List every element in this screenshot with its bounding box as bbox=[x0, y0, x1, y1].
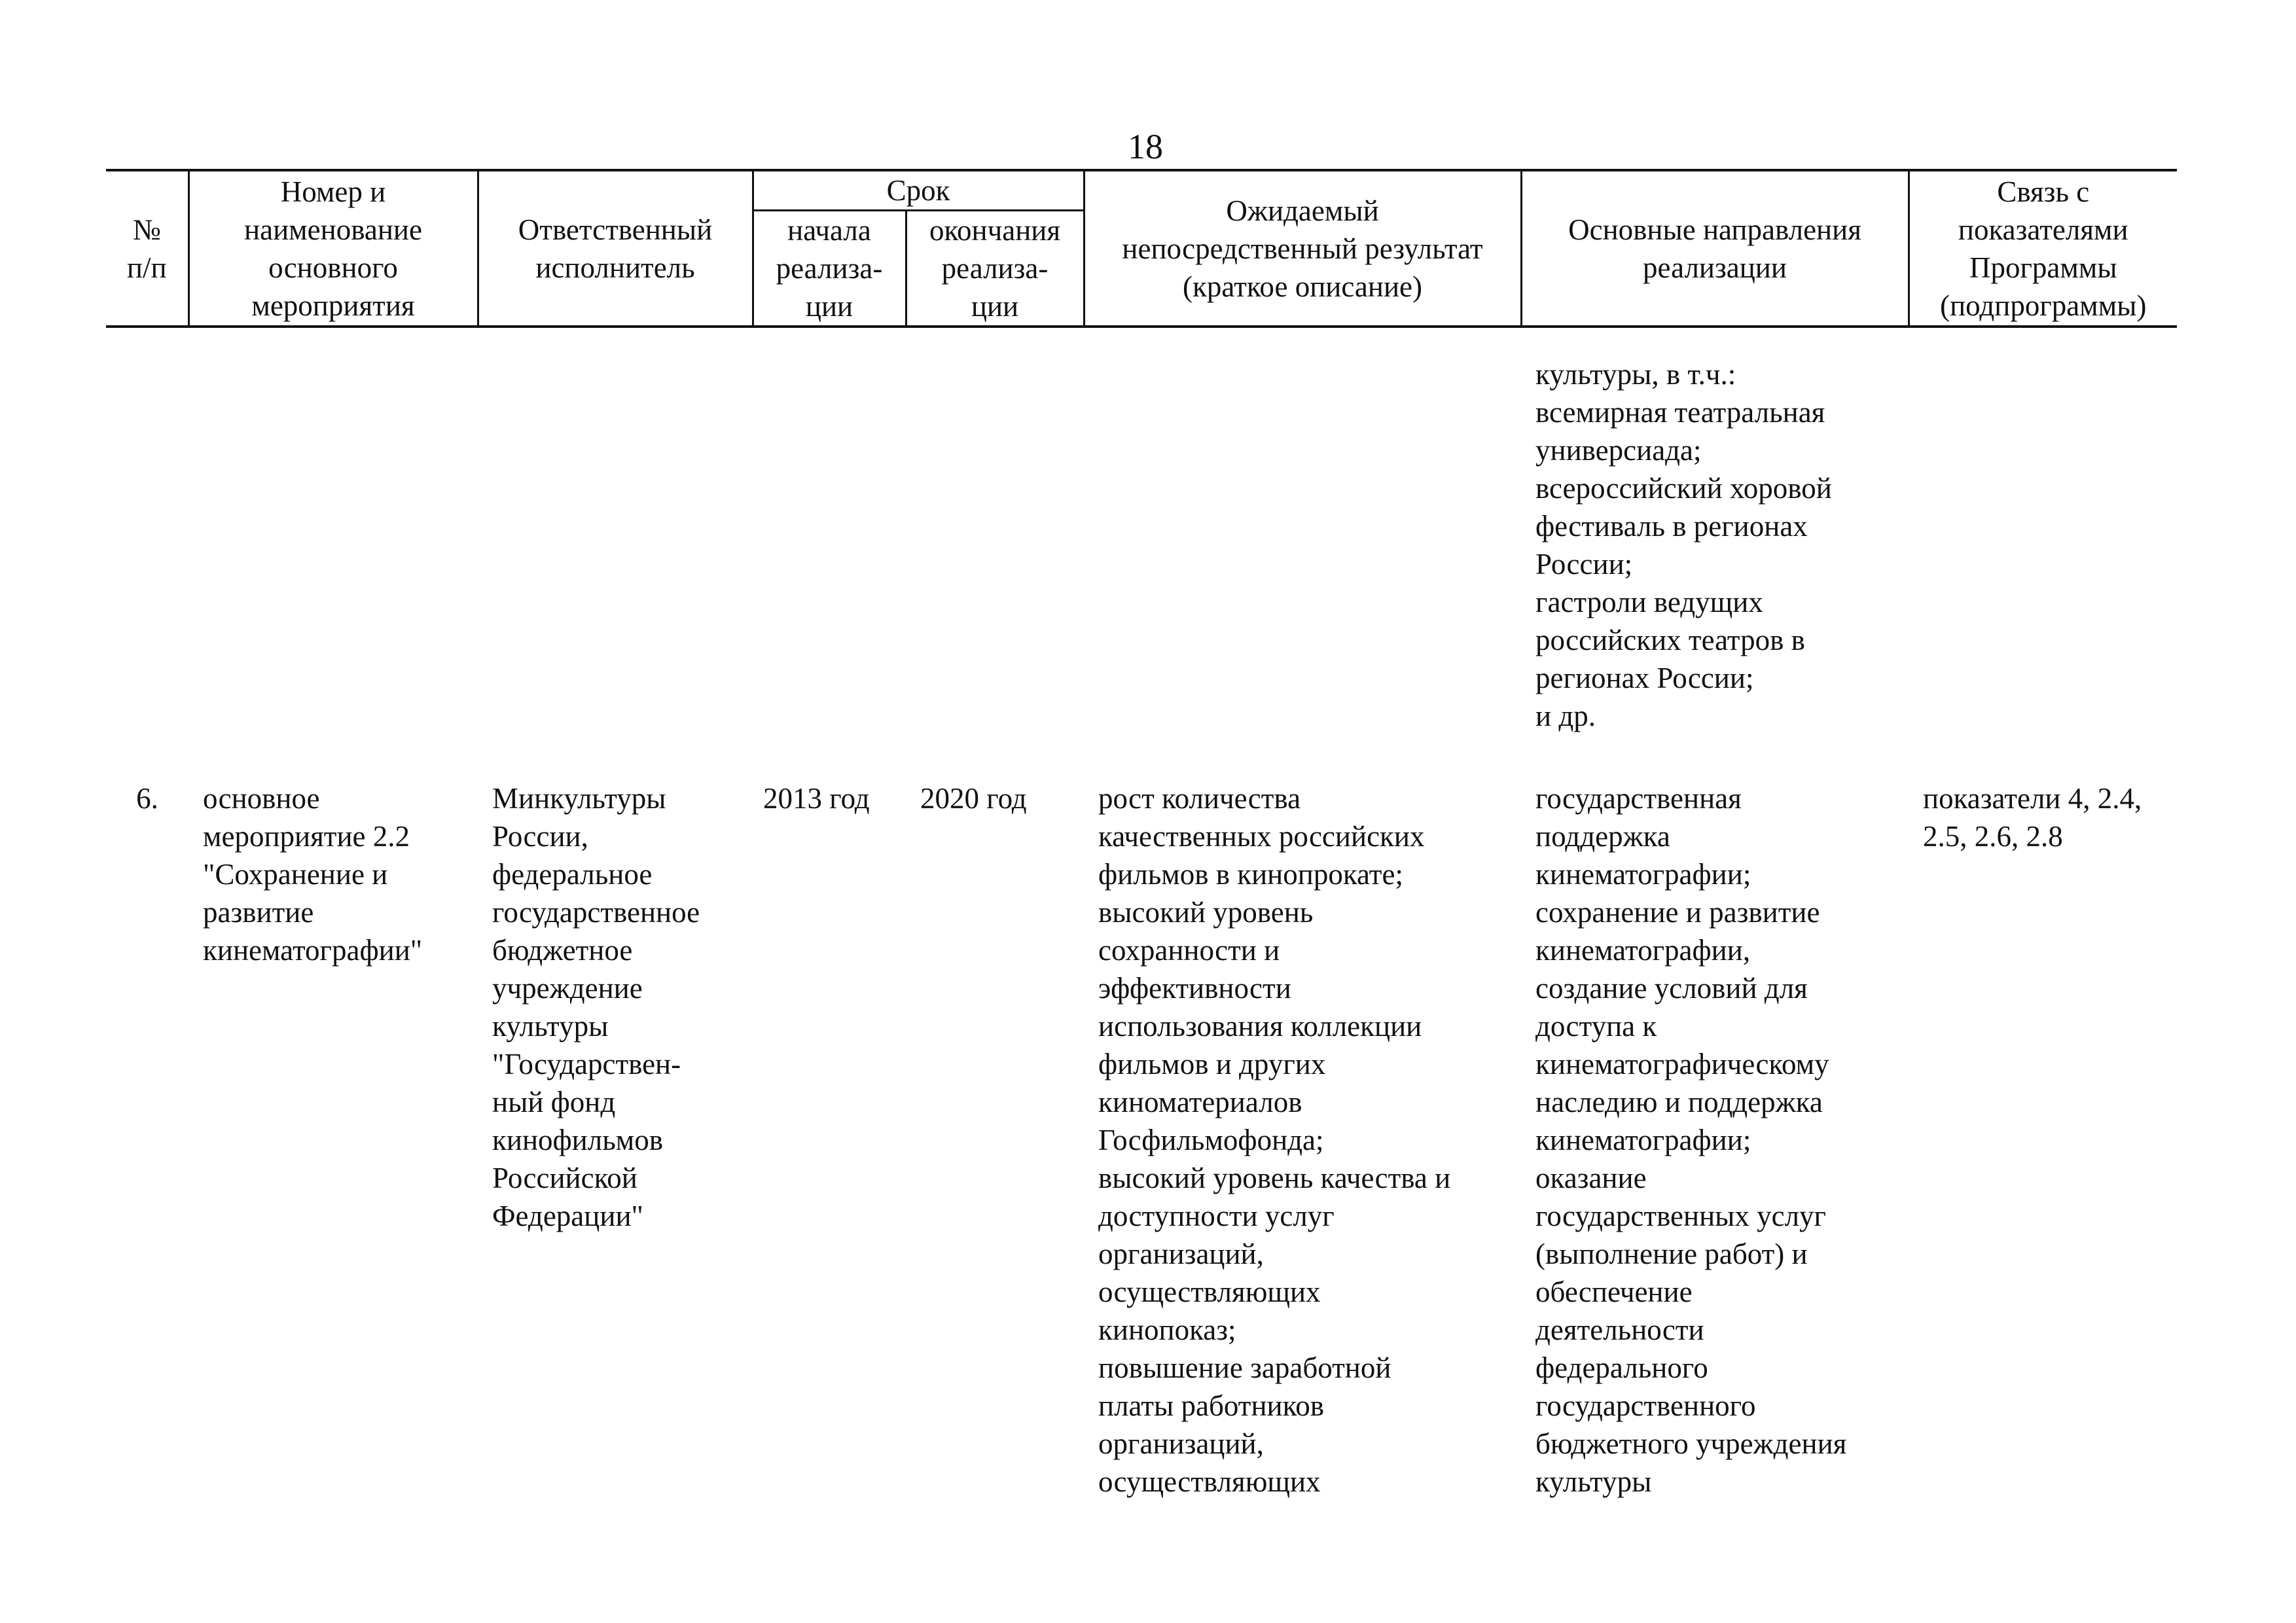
text-line: осуществляющих bbox=[1098, 1275, 1321, 1308]
text-line: Связь с bbox=[1997, 175, 2090, 208]
text-line: фильмов и других bbox=[1098, 1048, 1326, 1080]
text-line: реализа- bbox=[776, 252, 883, 285]
text-line: организаций, bbox=[1098, 1427, 1264, 1460]
text-line: мероприятие 2.2 bbox=[203, 820, 410, 853]
text-line: показателями bbox=[1958, 213, 2128, 246]
text-line: культуры, в т.ч.: bbox=[1535, 358, 1736, 391]
text-line: кинематографии" bbox=[203, 934, 423, 967]
text-line: ции bbox=[805, 290, 853, 323]
text-line: осуществляющих bbox=[1098, 1465, 1321, 1498]
text-line: обеспечение bbox=[1535, 1275, 1693, 1308]
text-line: (выполнение работ) и bbox=[1535, 1238, 1808, 1270]
cell-directions bbox=[1521, 735, 1909, 1501]
text-line: всероссийский хоровой bbox=[1535, 472, 1832, 505]
text-line: высокий уровень bbox=[1098, 896, 1314, 929]
text-line: сохранности и bbox=[1098, 934, 1280, 967]
text-line: рост количества bbox=[1098, 782, 1301, 815]
text-line: исполнитель bbox=[535, 251, 695, 284]
text-line: окончания bbox=[929, 214, 1061, 247]
text-line: реализа- bbox=[941, 252, 1049, 285]
table-row-continuation bbox=[106, 327, 2177, 735]
text-line: фестиваль в регионах bbox=[1535, 510, 1808, 543]
text-line: Госфильмофонда; bbox=[1098, 1124, 1324, 1156]
text-line: России; bbox=[1535, 548, 1633, 580]
cell-num: 6. bbox=[136, 782, 158, 815]
cell-start: 2013 год bbox=[763, 782, 870, 815]
table-header bbox=[106, 170, 2177, 327]
text-line: п/п bbox=[126, 251, 167, 284]
text-line: кинопоказ; bbox=[1098, 1313, 1236, 1346]
header-start bbox=[753, 211, 906, 327]
text-line: начала bbox=[787, 214, 871, 247]
text-line: основного bbox=[268, 251, 398, 284]
text-line: универсиада; bbox=[1535, 434, 1702, 467]
text-line: поддержка bbox=[1535, 820, 1670, 853]
cell-link bbox=[1909, 735, 2177, 1501]
text-line: развитие bbox=[203, 896, 314, 929]
text-line: государственного bbox=[1535, 1389, 1756, 1422]
text-line: непосредственный результат bbox=[1122, 232, 1483, 265]
text-line: основное bbox=[203, 782, 320, 815]
text-line: кинематографии; bbox=[1535, 1124, 1751, 1156]
text-line: российских театров в bbox=[1535, 624, 1805, 656]
text-line: платы работников bbox=[1098, 1389, 1324, 1422]
cell-directions-continuation bbox=[1521, 327, 1909, 735]
text-line: кинематографии, bbox=[1535, 934, 1751, 967]
text-line: № bbox=[132, 213, 161, 246]
text-line: высокий уровень качества и bbox=[1098, 1162, 1451, 1194]
text-line: повышение заработной bbox=[1098, 1351, 1391, 1384]
text-line: регионах России; bbox=[1535, 662, 1754, 694]
text-line: кинематографическому bbox=[1535, 1048, 1829, 1080]
text-line: ный фонд bbox=[492, 1086, 616, 1118]
text-line: качественных российских bbox=[1098, 820, 1425, 853]
table-row bbox=[106, 735, 2177, 1501]
text-line: бюджетного учреждения bbox=[1535, 1427, 1847, 1460]
text-line: сохранение и развитие bbox=[1535, 896, 1820, 929]
text-line: Программы bbox=[1969, 251, 2117, 284]
text-line: культуры bbox=[492, 1010, 609, 1043]
text-line: государственных услуг bbox=[1535, 1200, 1827, 1232]
text-line: доступности услуг bbox=[1098, 1200, 1335, 1232]
text-line: доступа к bbox=[1535, 1010, 1657, 1043]
text-line: Федерации" bbox=[492, 1200, 643, 1232]
text-line: 2.5, 2.6, 2.8 bbox=[1923, 820, 2063, 853]
text-line: и др. bbox=[1535, 700, 1596, 732]
text-line: фильмов в кинопрокате; bbox=[1098, 858, 1403, 891]
text-line: (краткое описание) bbox=[1183, 270, 1422, 303]
text-line: эффективности bbox=[1098, 972, 1291, 1005]
header-term: Срок bbox=[753, 170, 1084, 211]
cell-name bbox=[188, 735, 478, 1501]
text-line: "Государствен- bbox=[492, 1048, 681, 1080]
text-line: создание условий для bbox=[1535, 972, 1808, 1005]
text-line: учреждение bbox=[492, 972, 643, 1005]
header-num bbox=[106, 170, 188, 327]
text-line: показатели 4, 2.4, bbox=[1923, 782, 2142, 815]
text-line: государственная bbox=[1535, 782, 1742, 815]
header-link bbox=[1909, 170, 2177, 327]
text-line: гастроли ведущих bbox=[1535, 586, 1763, 618]
text-line: Ответственный bbox=[518, 213, 713, 246]
text-line: мероприятия bbox=[251, 289, 415, 322]
text-line: федерального bbox=[1535, 1351, 1708, 1384]
text-line: России, bbox=[492, 820, 588, 853]
header-executor bbox=[478, 170, 753, 327]
text-line: всемирная театральная bbox=[1535, 396, 1825, 429]
text-line: кинематографии; bbox=[1535, 858, 1751, 891]
text-line: организаций, bbox=[1098, 1238, 1264, 1270]
text-line: наименование bbox=[244, 213, 422, 246]
text-line: использования коллекции bbox=[1098, 1010, 1422, 1043]
page-number: 18 bbox=[1128, 127, 1163, 166]
text-line: государственное bbox=[492, 896, 700, 929]
text-line: деятельности bbox=[1535, 1313, 1704, 1346]
cell-executor bbox=[478, 735, 753, 1501]
text-line: бюджетное bbox=[492, 934, 633, 967]
text-line: "Сохранение и bbox=[203, 858, 388, 891]
text-line: Основные направления bbox=[1568, 213, 1861, 246]
text-line: Ожидаемый bbox=[1226, 194, 1379, 227]
text-line: (подпрограммы) bbox=[1940, 289, 2147, 322]
header-end bbox=[906, 211, 1084, 327]
text-line: культуры bbox=[1535, 1465, 1652, 1498]
text-line: Минкультуры bbox=[492, 782, 666, 815]
text-line: реализации bbox=[1643, 251, 1787, 284]
program-table bbox=[106, 169, 2177, 1501]
header-directions bbox=[1521, 170, 1909, 327]
text-line: Номер и bbox=[280, 175, 386, 208]
header-result bbox=[1084, 170, 1521, 327]
header-name bbox=[188, 170, 478, 327]
text-line: федеральное bbox=[492, 858, 653, 891]
text-line: наследию и поддержка bbox=[1535, 1086, 1823, 1118]
text-line: Российской bbox=[492, 1162, 637, 1194]
text-line: киноматериалов bbox=[1098, 1086, 1302, 1118]
cell-result bbox=[1084, 735, 1521, 1501]
text-line: ции bbox=[971, 290, 1019, 323]
cell-end: 2020 год bbox=[920, 782, 1027, 815]
text-line: кинофильмов bbox=[492, 1124, 663, 1156]
text-line: оказание bbox=[1535, 1162, 1647, 1194]
